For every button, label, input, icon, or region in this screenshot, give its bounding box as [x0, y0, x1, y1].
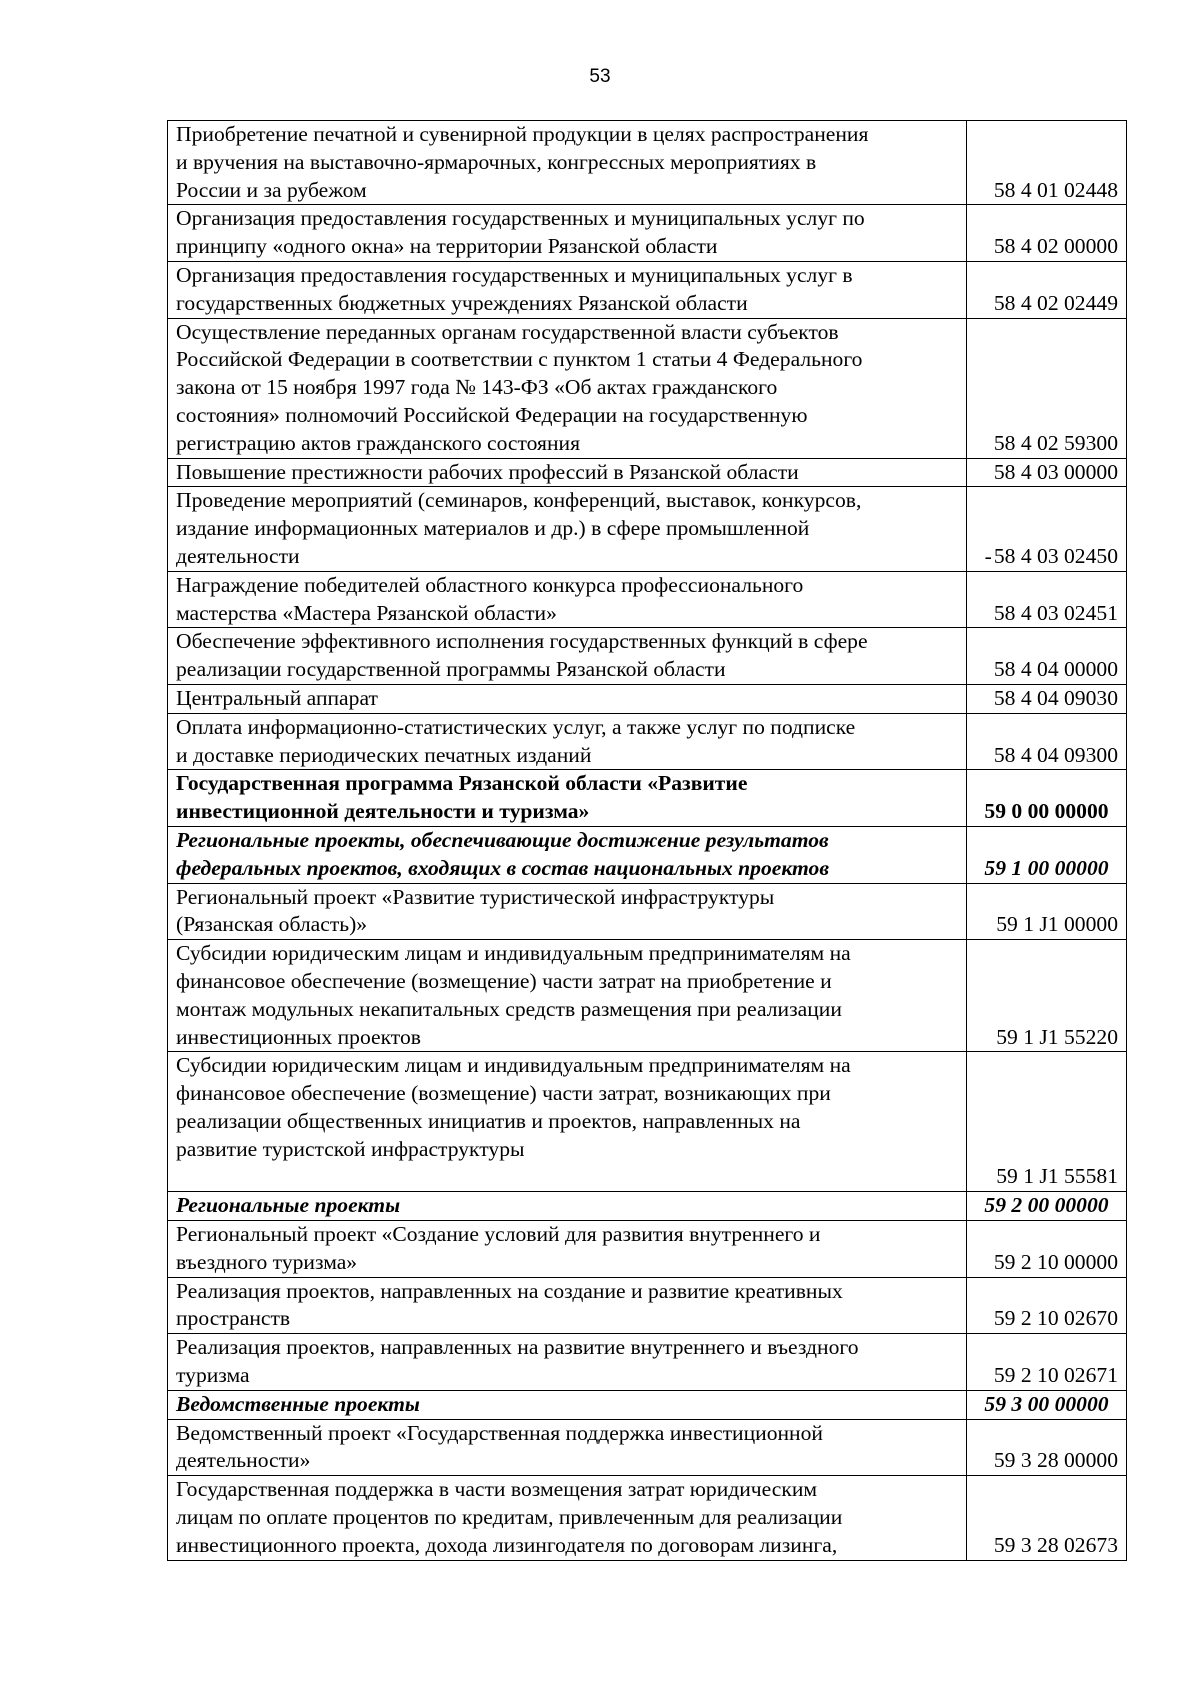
item-name-cell	[168, 1419, 967, 1476]
item-name-cell	[168, 940, 967, 1052]
table-body	[168, 121, 1127, 1561]
classification-code: 59 3 28 00000	[993, 1448, 1118, 1473]
classification-code-cell	[967, 1419, 1127, 1476]
item-name-line: въездного туризма»	[176, 1249, 358, 1274]
table-row	[168, 1390, 1127, 1419]
item-name-cell	[168, 487, 967, 571]
item-name-line: и вручения на выставочно-ярмарочных, конгрессных мероприятиях в	[176, 149, 817, 174]
classification-code-cell	[967, 1390, 1127, 1419]
classification-code: 59 1 00 00000	[984, 855, 1109, 880]
table-row	[168, 770, 1127, 827]
item-name-line: и доставке периодических печатных изданий	[176, 742, 592, 767]
classification-code: 58 4 02 02449	[993, 290, 1118, 315]
classification-code-cell	[967, 487, 1127, 571]
item-name-cell	[168, 1192, 967, 1221]
item-name-line: Региональные проекты, обеспечивающие достижение результатов	[176, 827, 829, 852]
classification-code: 58 4 02 59300	[993, 430, 1118, 455]
table-row	[168, 628, 1127, 685]
classification-code: 58 4 04 09030	[993, 685, 1118, 710]
classification-code-cell	[967, 1052, 1127, 1192]
item-name-line: Региональные проекты	[176, 1193, 401, 1218]
item-name-cell	[168, 1476, 967, 1560]
item-name-line: финансовое обеспечение (возмещение) части затрат, возникающих при	[176, 1081, 831, 1106]
item-name-line: мастерства «Мастера Рязанской области»	[176, 600, 557, 625]
item-name-cell	[168, 713, 967, 770]
code-prefix-mark: -	[984, 543, 992, 568]
item-name-cell	[168, 628, 967, 685]
table-row	[168, 205, 1127, 262]
classification-code-cell	[967, 770, 1127, 827]
item-name-line: Субсидии юридическим лицам и индивидуальным предпринимателям на	[176, 1053, 851, 1078]
classification-code-cell	[967, 318, 1127, 458]
item-name-line: Повышение престижности рабочих профессий в Рязанской области	[176, 459, 799, 484]
table-row	[168, 458, 1127, 487]
budget-classification-table	[167, 120, 1127, 1561]
table-row	[168, 883, 1127, 940]
table-row	[168, 684, 1127, 713]
table-row	[168, 1419, 1127, 1476]
item-name-line: монтаж модульных некапитальных средств размещения при реализации	[176, 996, 842, 1021]
item-name-line: Реализация проектов, направленных на развитие внутреннего и въездного	[176, 1335, 859, 1360]
item-name-line: Осуществление переданных органам государственной власти субъектов	[176, 319, 839, 344]
item-name-cell	[168, 458, 967, 487]
classification-code: 59 3 00 00000	[984, 1391, 1109, 1416]
item-name-line: реализации общественных инициатив и проектов, направленных на	[176, 1108, 801, 1133]
item-name-line	[176, 1163, 958, 1191]
item-name-cell	[168, 261, 967, 318]
item-name-line: Государственная поддержка в части возмещения затрат юридическим	[176, 1477, 818, 1502]
item-name-line: закона от 15 ноября 1997 года № 143-ФЗ «Об актах гражданского	[176, 375, 778, 400]
item-name-line: регистрацию актов гражданского состояния	[176, 430, 581, 455]
classification-code-cell	[967, 458, 1127, 487]
item-name-line: Ведомственные проекты	[176, 1391, 420, 1416]
classification-code: 58 4 03 02451	[993, 600, 1118, 625]
item-name-cell	[168, 1277, 967, 1334]
classification-code: 59 1 J1 00000	[996, 912, 1118, 937]
item-name-line: принципу «одного окна» на территории Рязанской области	[176, 234, 718, 259]
classification-code-cell	[967, 121, 1127, 205]
classification-code-cell	[967, 940, 1127, 1052]
item-name-cell	[168, 205, 967, 262]
classification-code: 59 1 J1 55220	[996, 1024, 1118, 1049]
table-row	[168, 1277, 1127, 1334]
classification-code: 59 3 28 02673	[993, 1532, 1118, 1557]
item-name-line: Оплата информационно-статистических услуг, а также услуг по подписке	[176, 714, 856, 739]
classification-code-cell	[967, 713, 1127, 770]
item-name-line: состояния» полномочий Российской Федерации на государственную	[176, 402, 808, 427]
table-row	[168, 1192, 1127, 1221]
item-name-line: лицам по оплате процентов по кредитам, привлеченным для реализации	[176, 1505, 843, 1530]
classification-code: 59 2 10 00000	[993, 1249, 1118, 1274]
item-name-line: России и за рубежом	[176, 177, 367, 202]
classification-code: 58 4 04 09300	[993, 742, 1118, 767]
classification-code: 59 2 10 02670	[993, 1306, 1118, 1331]
table-row	[168, 318, 1127, 458]
table-row	[168, 571, 1127, 628]
item-name-line: инвестиционной деятельности и туризма»	[176, 799, 590, 824]
table-row	[168, 826, 1127, 883]
classification-code: 59 0 00 00000	[984, 799, 1109, 824]
classification-code-cell	[967, 1277, 1127, 1334]
item-name-cell	[168, 121, 967, 205]
classification-code-cell	[967, 883, 1127, 940]
item-name-cell	[168, 684, 967, 713]
page-number: 53	[589, 66, 611, 87]
classification-code-cell	[967, 571, 1127, 628]
item-name-line: реализации государственной программы Рязанской области	[176, 657, 726, 682]
classification-code-cell	[967, 1334, 1127, 1391]
item-name-line: Региональный проект «Развитие туристической инфраструктуры	[176, 884, 775, 909]
classification-code: 58 4 03 00000	[993, 459, 1118, 484]
classification-code: 58 4 03 02450	[993, 543, 1118, 568]
item-name-cell	[168, 1390, 967, 1419]
classification-code-cell	[967, 261, 1127, 318]
item-name-line: Региональный проект «Создание условий для развития внутреннего и	[176, 1222, 821, 1247]
table-row	[168, 121, 1127, 205]
item-name-line: Приобретение печатной и сувенирной продукции в целях распространения	[176, 122, 869, 146]
item-name-cell	[168, 1334, 967, 1391]
item-name-line: государственных бюджетных учреждениях Рязанской области	[176, 290, 748, 315]
item-name-line: федеральных проектов, входящих в состав национальных проектов	[176, 855, 829, 880]
classification-code-cell	[967, 205, 1127, 262]
table-row	[168, 487, 1127, 571]
table-row	[168, 940, 1127, 1052]
classification-code-cell	[967, 1476, 1127, 1560]
classification-code-cell	[967, 1221, 1127, 1278]
classification-code: 59 2 10 02671	[993, 1363, 1118, 1388]
item-name-line: Организация предоставления государственных и муниципальных услуг в	[176, 262, 853, 287]
item-name-line: Организация предоставления государственных и муниципальных услуг по	[176, 206, 865, 231]
table-row	[168, 261, 1127, 318]
table-row	[168, 1476, 1127, 1560]
item-name-line: инвестиционных проектов	[176, 1024, 421, 1049]
item-name-cell	[168, 1221, 967, 1278]
item-name-cell	[168, 826, 967, 883]
item-name-line: Российской Федерации в соответствии с пунктом 1 статьи 4 Федерального	[176, 347, 863, 372]
item-name-line: Субсидии юридическим лицам и индивидуальным предпринимателям на	[176, 941, 851, 966]
item-name-line: издание информационных материалов и др.) в сфере промышленной	[176, 516, 810, 541]
classification-code: 58 4 02 00000	[993, 234, 1118, 259]
item-name-line: деятельности	[176, 543, 300, 568]
item-name-line: Реализация проектов, направленных на создание и развитие креативных	[176, 1278, 843, 1303]
item-name-cell	[168, 770, 967, 827]
classification-code: 59 2 00 00000	[984, 1193, 1109, 1218]
item-name-line: развитие туристской инфраструктуры	[176, 1136, 525, 1161]
item-name-line: деятельности»	[176, 1448, 311, 1473]
item-name-line: Обеспечение эффективного исполнения государственных функций в сфере	[176, 629, 868, 654]
item-name-cell	[168, 318, 967, 458]
classification-code: 58 4 01 02448	[993, 177, 1118, 202]
classification-code-cell	[967, 826, 1127, 883]
item-name-line: Проведение мероприятий (семинаров, конференций, выставок, конкурсов,	[176, 488, 862, 513]
item-name-line: Государственная программа Рязанской области «Развитие	[176, 771, 748, 796]
classification-code: 59 1 J1 55581	[996, 1164, 1118, 1189]
table-row	[168, 713, 1127, 770]
table-row	[168, 1221, 1127, 1278]
item-name-cell	[168, 883, 967, 940]
item-name-line: инвестиционного проекта, дохода лизингодателя по договорам лизинга,	[176, 1532, 838, 1557]
item-name-line: Центральный аппарат	[176, 685, 378, 710]
item-name-line: финансовое обеспечение (возмещение) части затрат на приобретение и	[176, 968, 832, 993]
item-name-line: туризма	[176, 1363, 250, 1388]
classification-code-cell	[967, 684, 1127, 713]
item-name-cell	[168, 1052, 967, 1192]
item-name-line: Награждение победителей областного конкурса профессионального	[176, 572, 804, 597]
table-row	[168, 1334, 1127, 1391]
item-name-line: (Рязанская область)»	[176, 912, 368, 937]
classification-code-cell	[967, 1192, 1127, 1221]
classification-code-cell	[967, 628, 1127, 685]
classification-code: 58 4 04 00000	[993, 657, 1118, 682]
table-row	[168, 1052, 1127, 1192]
item-name-line: пространств	[176, 1306, 291, 1331]
item-name-cell	[168, 571, 967, 628]
item-name-line: Ведомственный проект «Государственная поддержка инвестиционной	[176, 1420, 823, 1445]
